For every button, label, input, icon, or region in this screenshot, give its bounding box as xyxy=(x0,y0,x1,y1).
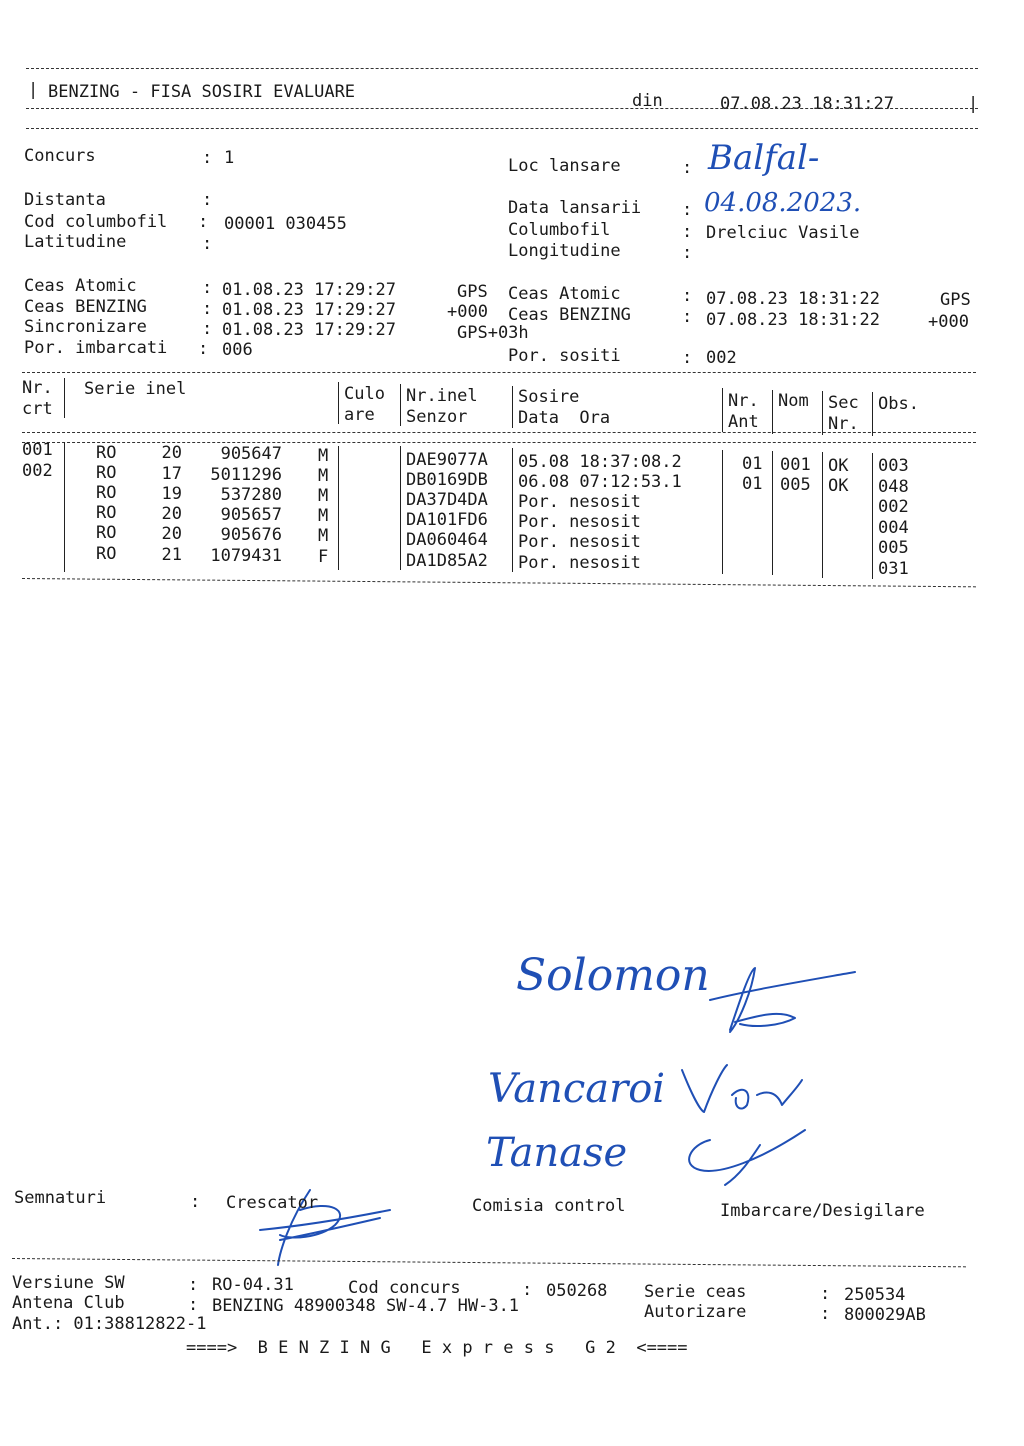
col-divider xyxy=(872,392,873,436)
cell-country: RO xyxy=(96,443,117,463)
cell-obs: 003 xyxy=(878,456,909,476)
colon: : xyxy=(198,212,209,232)
colon: : xyxy=(188,1295,199,1315)
imbarcati-value: 006 xyxy=(222,340,253,360)
cell-ant: 01 xyxy=(742,474,763,494)
footer-rule xyxy=(12,1258,966,1267)
colon: : xyxy=(190,1192,201,1212)
ceas-atomic-suffix: GPS xyxy=(457,282,488,302)
ceas-atomic-value: 01.08.23 17:29:27 xyxy=(222,280,396,300)
colon: : xyxy=(682,243,693,263)
cell-sensor: DA101FD6 xyxy=(406,510,488,530)
concurs-label: Concurs xyxy=(24,146,96,166)
ceas-benzing-right-label: Ceas BENZING xyxy=(508,305,631,325)
versiune-sw-value: RO-04.31 xyxy=(212,1275,294,1295)
sincronizare-label: Sincronizare xyxy=(24,317,147,337)
versiune-sw-label: Versiune SW xyxy=(12,1273,125,1293)
cell-obs: 002 xyxy=(878,497,909,517)
col-divider xyxy=(722,450,723,574)
signature-scribble-2 xyxy=(672,1050,812,1120)
handwritten-name-vancaroi: Vancaroi xyxy=(488,1066,666,1112)
cell-obs: 005 xyxy=(878,538,909,558)
colon: : xyxy=(188,1275,199,1295)
cell-sex: M xyxy=(318,466,329,486)
ceas-atomic-right-suffix: GPS xyxy=(940,290,971,310)
col-ant-header: Nr. xyxy=(728,391,759,411)
col-sosire-header-2: Data Ora xyxy=(518,408,611,428)
columbofil-label: Columbofil xyxy=(508,220,611,240)
cell-ring: 537280 xyxy=(220,485,282,505)
handwritten-name-solomon: Solomon xyxy=(516,950,710,1001)
antena-club-value: BENZING 48900348 SW-4.7 HW-3.1 xyxy=(212,1296,520,1316)
cell-year: 20 xyxy=(161,504,182,524)
concurs-value: 1 xyxy=(224,148,235,168)
colon: : xyxy=(820,1304,831,1324)
col-culoare-header-2: are xyxy=(344,405,375,425)
col-divider xyxy=(822,391,823,435)
loc-lansare-label: Loc lansare xyxy=(508,156,621,176)
cod-concurs-label: Cod concurs xyxy=(348,1278,461,1298)
table-header-rule xyxy=(22,432,976,433)
device-banner: ====> B E N Z I N G E x p r e s s G 2 <==== xyxy=(186,1338,688,1358)
cell-arrival: 05.08 18:37:08.2 xyxy=(518,452,682,472)
colon: : xyxy=(682,158,693,178)
sositi-label: Por. sositi xyxy=(508,346,621,366)
cell-ring: 5011296 xyxy=(210,465,282,485)
cell-ring: 1079431 xyxy=(210,546,282,566)
signature-scribble-3 xyxy=(670,1120,820,1190)
col-sec-header: Sec xyxy=(828,393,859,413)
cell-sex: M xyxy=(318,486,329,506)
col-divider xyxy=(338,446,339,570)
cell-sensor: DA1D85A2 xyxy=(406,551,488,571)
cod-columbofil-value: 00001 030455 xyxy=(224,214,347,234)
cell-country: RO xyxy=(96,483,117,503)
cell-year: 21 xyxy=(161,545,182,565)
cell-arrival: Por. nesosit xyxy=(518,532,641,552)
imbarcare-desigilare-label: Imbarcare/Desigilare xyxy=(720,1201,925,1221)
cell-year: 17 xyxy=(161,464,182,484)
cell-sensor: DA37D4DA xyxy=(406,490,488,510)
antena-club-label: Antena Club xyxy=(12,1293,125,1313)
colon: : xyxy=(202,190,213,210)
col-divider xyxy=(772,390,773,434)
distanta-label: Distanta xyxy=(24,190,106,210)
col-nr-header-2: crt xyxy=(22,399,53,419)
cell-nr: 002 xyxy=(22,461,53,481)
cell-arrival: Por. nesosit xyxy=(518,492,641,512)
cell-obs: 031 xyxy=(878,559,909,579)
colon: : xyxy=(682,307,693,327)
cell-nom: 001 xyxy=(780,455,811,475)
col-divider xyxy=(512,386,513,428)
antenna-id: Ant.: 01:38812822-1 xyxy=(12,1314,207,1334)
cell-year: 20 xyxy=(161,443,182,463)
cell-arrival: 06.08 07:12:53.1 xyxy=(518,472,682,492)
colon: : xyxy=(202,234,213,254)
loc-lansare-handwritten: Balfal- xyxy=(708,138,820,178)
colon: : xyxy=(202,319,213,339)
colon: : xyxy=(682,286,693,306)
semnaturi-label: Semnaturi xyxy=(14,1188,107,1208)
cell-year: 20 xyxy=(161,524,182,544)
cod-columbofil-label: Cod columbofil xyxy=(24,212,168,232)
date-label: din xyxy=(632,91,663,111)
ceas-atomic-right-label: Ceas Atomic xyxy=(508,284,621,304)
serie-ceas-label: Serie ceas xyxy=(644,1282,747,1302)
cell-country: RO xyxy=(96,544,117,564)
cell-country: RO xyxy=(96,463,117,483)
cell-sex: M xyxy=(318,506,329,526)
col-divider xyxy=(772,451,773,575)
header-rule-2 xyxy=(26,128,978,129)
col-divider xyxy=(400,384,401,426)
handwritten-name-tanase: Tanase xyxy=(486,1130,628,1176)
cell-nom: 005 xyxy=(780,475,811,495)
cell-sex: F xyxy=(318,547,329,567)
table-top-rule xyxy=(22,372,976,373)
colon: : xyxy=(682,200,693,220)
data-lansarii-handwritten: 04.08.2023. xyxy=(704,188,862,218)
latitudine-label: Latitudine xyxy=(24,232,127,252)
col-divider xyxy=(338,382,339,424)
col-nom-header: Nom xyxy=(778,391,809,411)
cell-sec: OK xyxy=(828,456,849,476)
ceas-benzing-label: Ceas BENZING xyxy=(24,297,147,317)
colon: : xyxy=(198,339,209,359)
cell-obs: 048 xyxy=(878,477,909,497)
col-inel-header: Nr.inel xyxy=(406,386,478,406)
cell-sex: M xyxy=(318,446,329,466)
table-bottom-rule xyxy=(22,578,976,587)
autorizare-value: 800029AB xyxy=(844,1305,926,1325)
colon: : xyxy=(682,348,693,368)
date-value: 07.08.23 18:31:27 xyxy=(720,94,894,114)
serie-ceas-value: 250534 xyxy=(844,1285,906,1305)
col-nr-header: Nr. xyxy=(22,378,53,398)
col-divider xyxy=(64,442,65,572)
col-sec-header-2: Nr. xyxy=(828,414,859,434)
col-serie-header: Serie inel xyxy=(84,379,187,399)
cod-concurs-value: 050268 xyxy=(546,1281,608,1301)
cell-country: RO xyxy=(96,523,117,543)
cell-arrival: Por. nesosit xyxy=(518,512,641,532)
colon: : xyxy=(202,299,213,319)
col-divider xyxy=(722,388,723,432)
colon: : xyxy=(820,1284,831,1304)
ceas-benzing-value: 01.08.23 17:29:27 xyxy=(222,300,396,320)
document-title: BENZING - FISA SOSIRI EVALUARE xyxy=(48,82,356,102)
sincronizare-value: 01.08.23 17:29:27 xyxy=(222,320,396,340)
cell-country: RO xyxy=(96,503,117,523)
col-divider xyxy=(64,378,65,418)
data-lansarii-label: Data lansarii xyxy=(508,198,642,218)
cell-sex: M xyxy=(318,526,329,546)
top-rule xyxy=(26,68,978,69)
ceas-atomic-right-value: 07.08.23 18:31:22 xyxy=(706,289,880,309)
col-divider xyxy=(512,448,513,572)
col-ant-header-2: Ant xyxy=(728,412,759,432)
sincronizare-suffix: GPS+03h xyxy=(457,323,529,343)
col-sosire-header: Sosire xyxy=(518,387,580,407)
cell-year: 19 xyxy=(161,484,182,504)
cell-sec: OK xyxy=(828,476,849,496)
col-obs-header: Obs. xyxy=(878,394,919,414)
cell-ring: 905647 xyxy=(220,444,282,464)
cell-sensor: DA060464 xyxy=(406,530,488,550)
header-bar-left: | xyxy=(28,80,39,100)
cell-sensor: DB0169DB xyxy=(406,470,488,490)
colon: : xyxy=(202,278,213,298)
col-inel-header-2: Senzor xyxy=(406,407,468,427)
cell-ring: 905657 xyxy=(220,505,282,525)
ceas-benzing-suffix: +000 xyxy=(447,302,488,322)
colon: : xyxy=(522,1280,533,1300)
sositi-value: 002 xyxy=(706,348,737,368)
col-culoare-header: Culo xyxy=(344,384,385,404)
header-rule-1 xyxy=(26,108,978,109)
cell-nr: 001 xyxy=(22,440,53,460)
longitudine-label: Longitudine xyxy=(508,241,621,261)
col-divider xyxy=(822,452,823,578)
cell-sensor: DAE9077A xyxy=(406,450,488,470)
header-bar-right: | xyxy=(968,94,979,114)
cell-arrival: Por. nesosit xyxy=(518,553,641,573)
colon: : xyxy=(202,148,213,168)
autorizare-label: Autorizare xyxy=(644,1302,747,1322)
ceas-benzing-right-suffix: +000 xyxy=(928,312,969,332)
colon: : xyxy=(682,222,693,242)
crescator-label: Crescator xyxy=(226,1193,319,1213)
comisia-control-label: Comisia control xyxy=(472,1196,626,1216)
cell-obs: 004 xyxy=(878,518,909,538)
signature-scribble-1 xyxy=(700,960,860,1040)
cell-ant: 01 xyxy=(742,454,763,474)
col-divider xyxy=(872,453,873,579)
ceas-benzing-right-value: 07.08.23 18:31:22 xyxy=(706,310,880,330)
col-divider xyxy=(400,446,401,570)
ceas-atomic-label: Ceas Atomic xyxy=(24,276,137,296)
columbofil-value: Drelciuc Vasile xyxy=(706,223,860,243)
imbarcati-label: Por. imbarcati xyxy=(24,338,168,358)
cell-ring: 905676 xyxy=(220,525,282,545)
